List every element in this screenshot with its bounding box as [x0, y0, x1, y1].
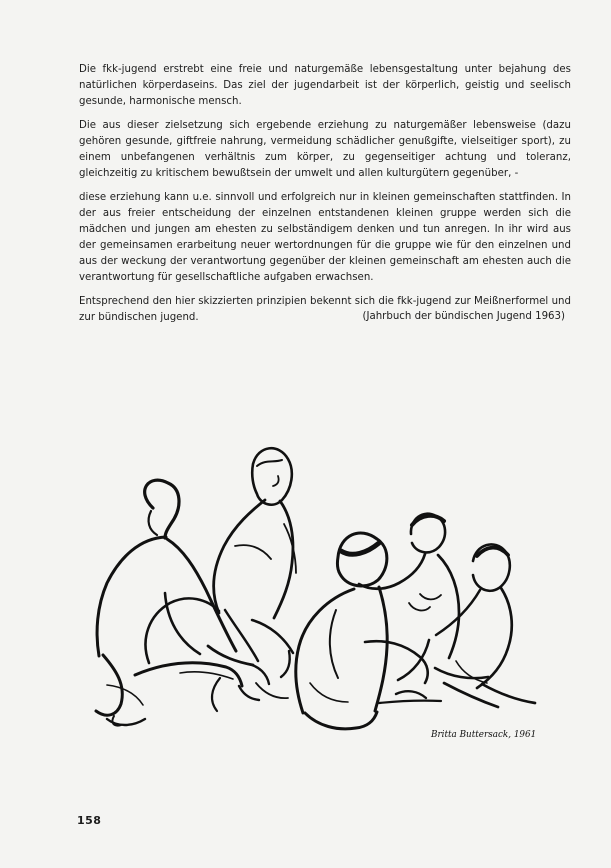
figure-seated-back	[296, 533, 428, 729]
page-number: 158	[77, 814, 102, 827]
figure-center-leaning	[214, 448, 296, 677]
artist-signature: Britta Buttersack, 1961	[431, 730, 537, 740]
paragraph-1: Die fkk-jugend erstrebt eine freie und naturgemäße lebensgestaltung unter bejahung des natürlichen körperdaseins. Das ziel der jugendarbeit ist der körperlich, geistig und seelisch gesunde, harmonische mensch.	[79, 64, 571, 107]
source-citation: (Jahrbuch der bündischen Jugend 1963)	[362, 311, 565, 322]
paragraph-4: Entsprechend den hier skizzierten prinzipien bekennt sich die fkk-jugend zur Meißnerformel und zur bündischen jugend.	[79, 296, 571, 323]
body-text	[79, 62, 571, 334]
paragraph-3: diese erziehung kann u.e. sinnvoll und erfolgreich nur in kleinen gemeinschaften stattfinden. In der aus freier entscheidung der einzelnen entstandenen kleinen gruppe werden sich die mädchen und jungen am ehesten zu selbständigem denken und tun anregen. In ihr wird aus der gemeinsamen erarbeitung neuer wertordnungen für die gruppe wie für den einzelnen und aus der weckung der verantwortung gegenüber der kleinen gemeinschaft am ehesten auch die verantwortung für gesellschaftliche aufgaben erwachsen.	[79, 192, 571, 283]
paragraph-2: Die aus dieser zielsetzung sich ergebende erziehung zu naturgemäßer lebensweise (dazu gehören gesunde, giftfreie nahrung, vermeidung schädlicher genußgifte, vielseitiger sport), zu einem unbefangenen verhältnis zum körper, zu gegenseitiger achtung und toleranz, gleichzeitig zu kritischem bewußtsein der umwelt und allen kulturgütern gegenüber, -	[79, 120, 571, 179]
ink-sketch-illustration	[79, 437, 549, 757]
